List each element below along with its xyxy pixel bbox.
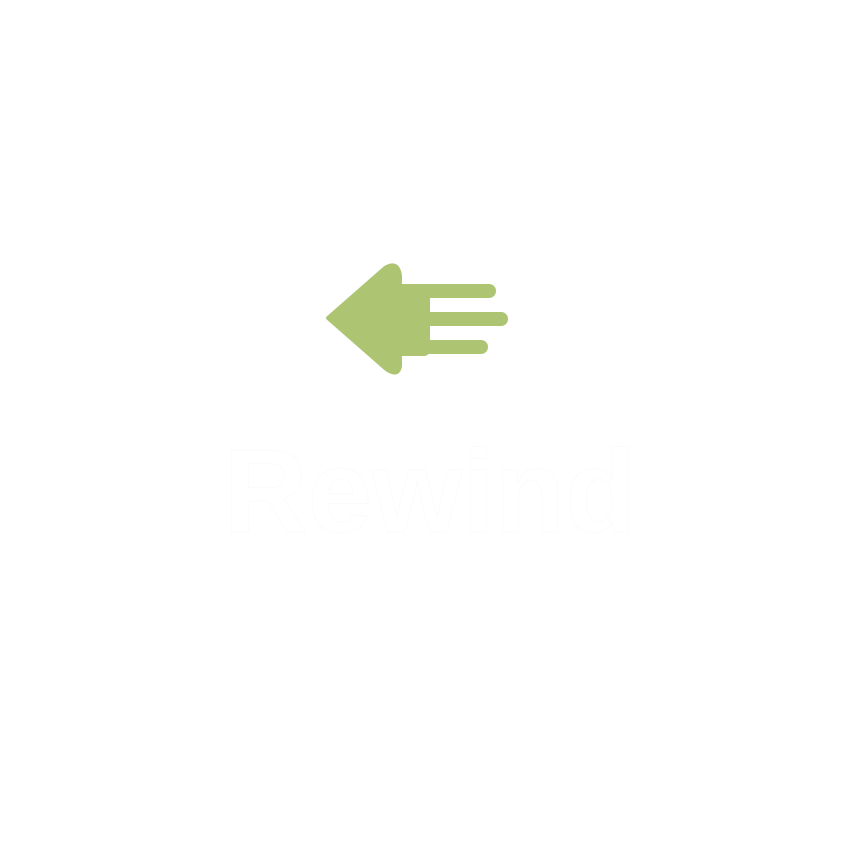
arrow-tail-bottom bbox=[400, 340, 488, 354]
arrow-tail-top bbox=[400, 284, 496, 298]
logo-mark bbox=[220, 236, 644, 388]
wordmark bbox=[220, 420, 644, 544]
back-arrow-icon bbox=[328, 265, 508, 372]
wordmark-text: Rewind bbox=[224, 426, 636, 544]
arrow-tail-middle bbox=[400, 312, 508, 326]
